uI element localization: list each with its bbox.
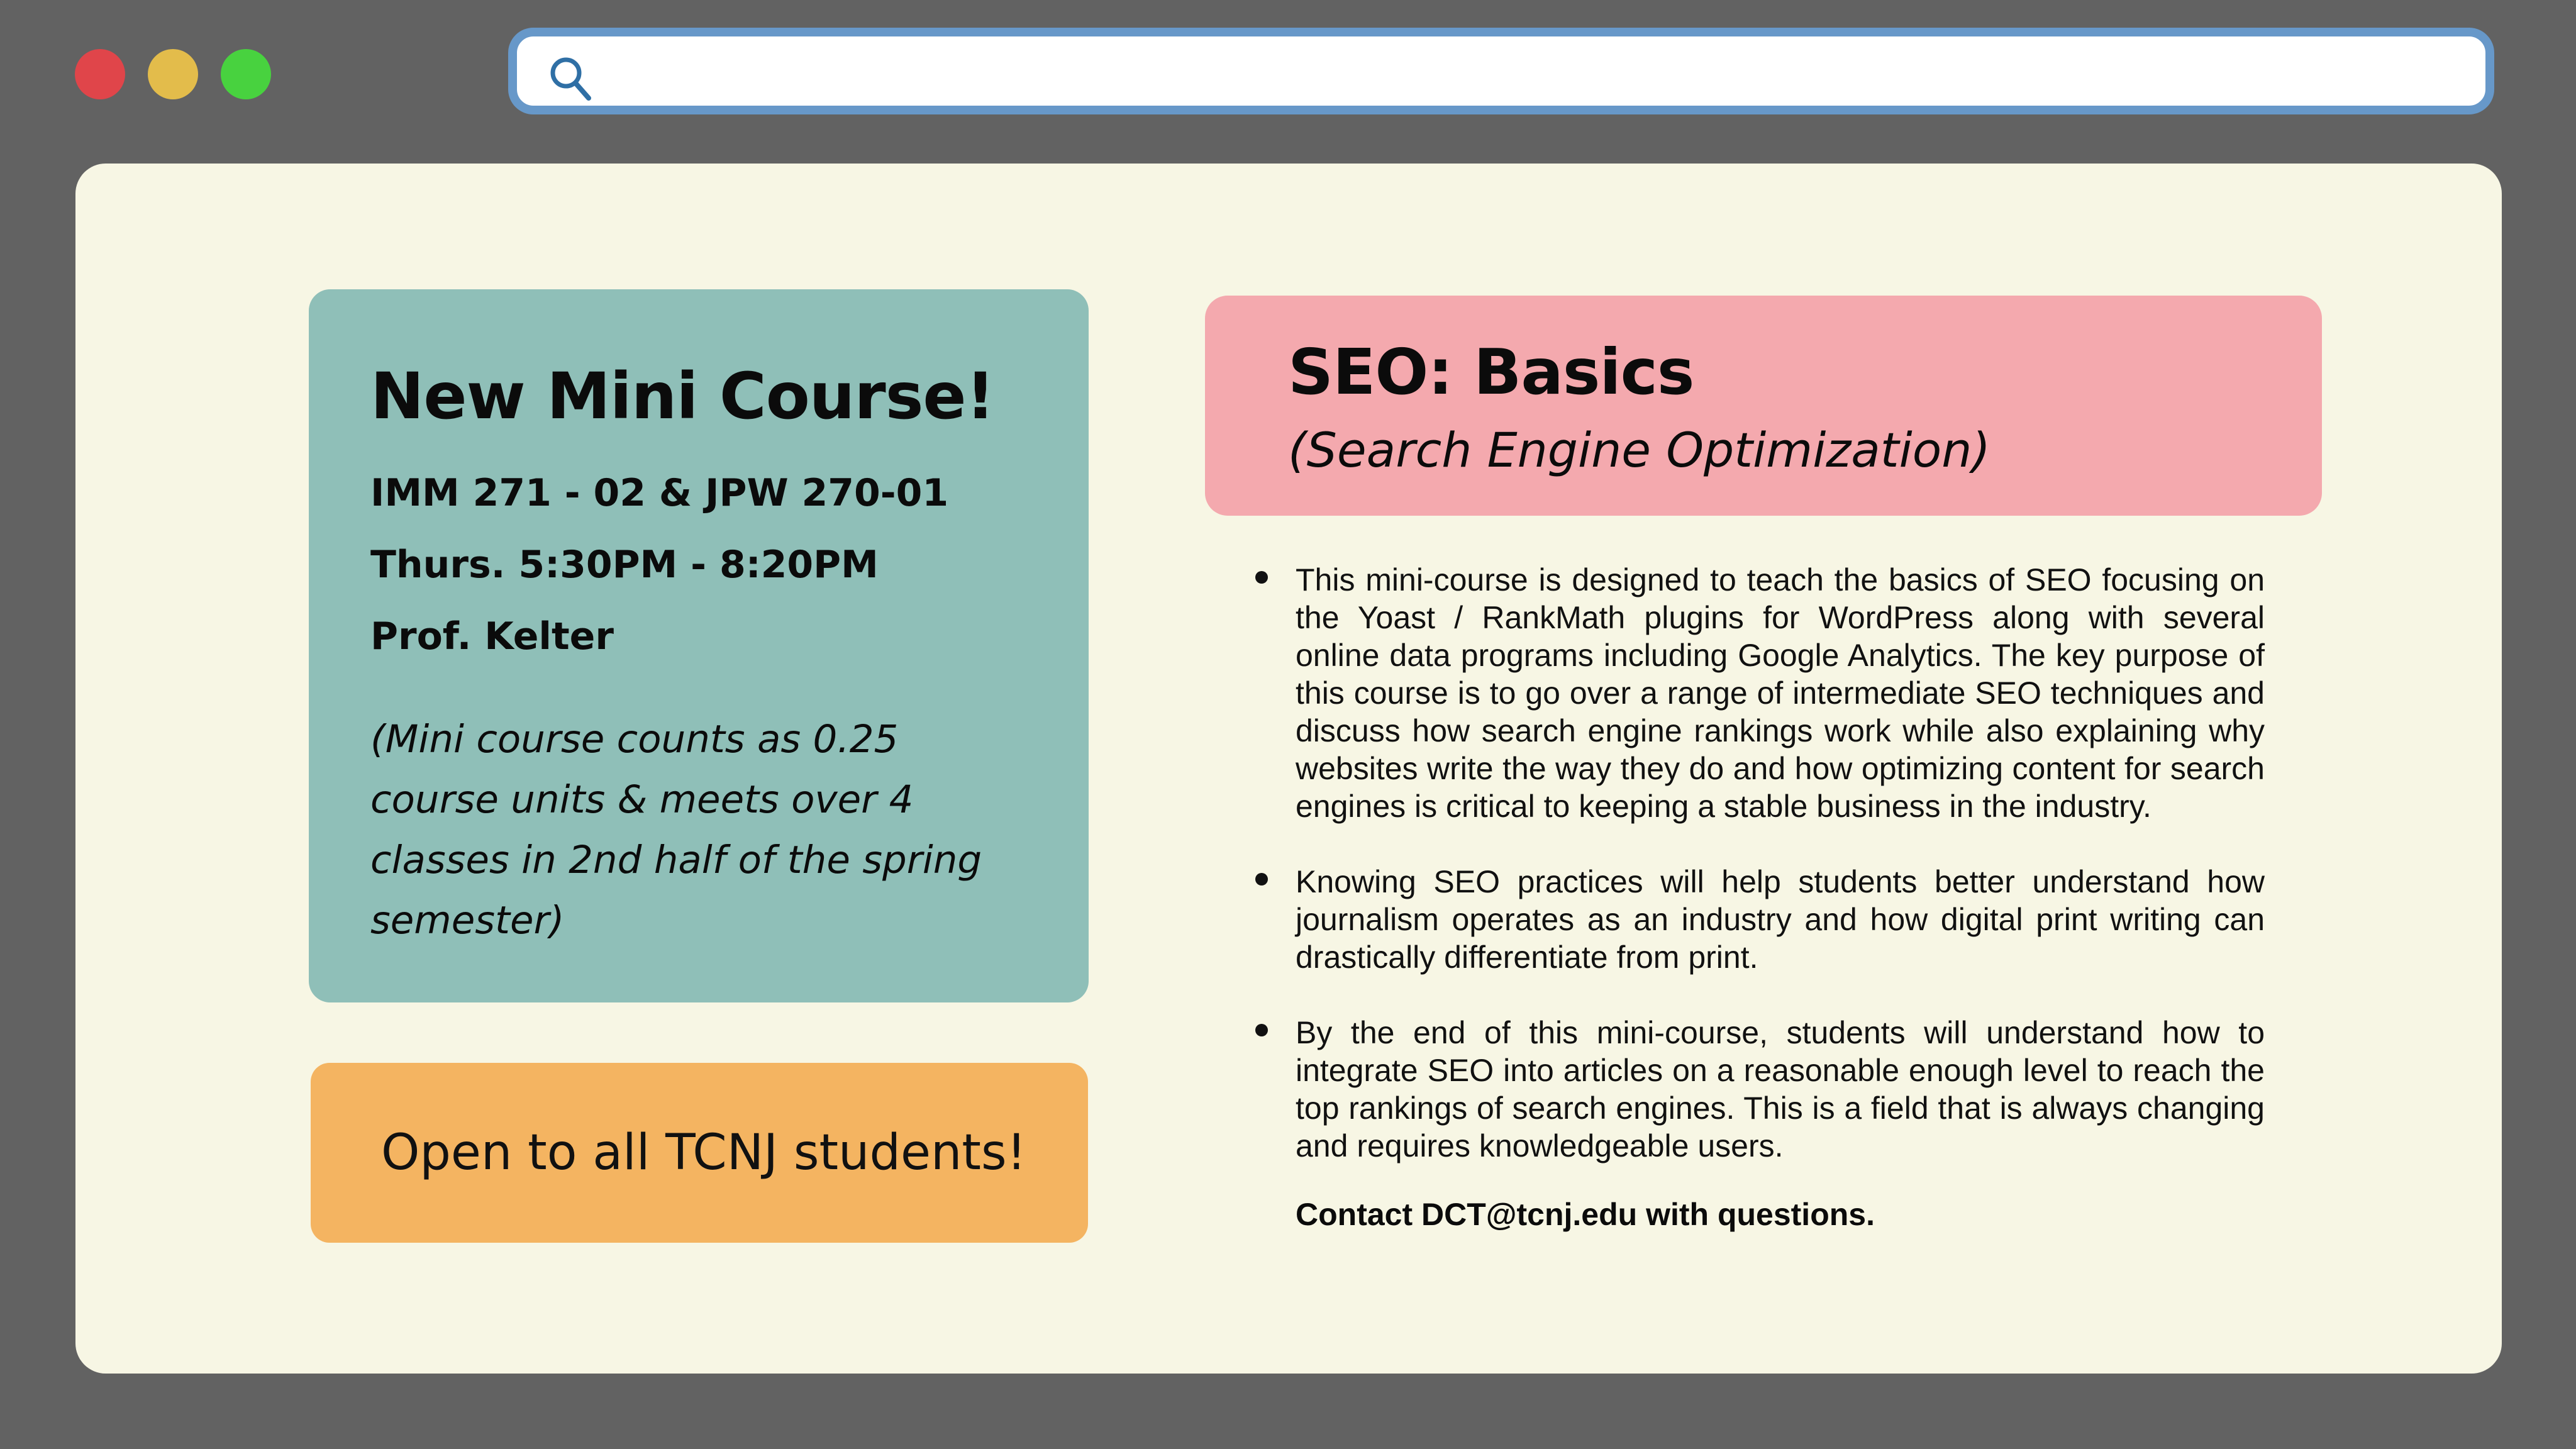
course-note: (Mini course counts as 0.25 course units & meets over 4 classes in 2nd half of the spring semester) xyxy=(370,717,982,943)
search-icon xyxy=(548,55,592,103)
contact-text: Contact DCT@tcnj.edu with questions. xyxy=(1296,1197,1875,1232)
window-minimize-button[interactable] xyxy=(148,49,198,99)
bullet-text: This mini-course is designed to teach the basics of SEO focusing on the Yoast / RankMath plugins for WordPress along with several online data programs including Google Analytics. The key purpose of this course is to go over a range of intermediate SEO techniques and discuss how search engine rankings work while also explaining why websites write the way they do and how optimizing content for search engines is critical to keeping a stable business in the industry. xyxy=(1296,562,2265,824)
course-info-card xyxy=(309,289,1089,1002)
seo-title: SEO: Basics xyxy=(1288,335,1694,409)
search-bar[interactable] xyxy=(508,28,2494,114)
open-to-students-text: Open to all TCNJ students! xyxy=(381,1124,1026,1181)
seo-subtitle: (Search Engine Optimization) xyxy=(1288,422,1991,478)
list-item xyxy=(1249,863,2265,976)
bullet-icon xyxy=(1255,873,1268,886)
course-professor: Prof. Kelter xyxy=(370,614,614,658)
window-close-button[interactable] xyxy=(75,49,125,99)
bullet-icon xyxy=(1255,1024,1268,1036)
bullet-text: By the end of this mini-course, students will understand how to integrate SEO into articles on a reasonable enough level to reach the top rankings of search engines. This is a field that is always changing and requires knowledgeable users. xyxy=(1296,1015,2265,1163)
window-maximize-button[interactable] xyxy=(221,49,271,99)
course-title: New Mini Course! xyxy=(370,359,995,434)
course-codes: IMM 271 - 02 & JPW 270-01 xyxy=(370,471,949,515)
course-description-list xyxy=(1249,561,2265,1202)
list-item xyxy=(1249,561,2265,825)
seo-header-card xyxy=(1205,296,2322,516)
course-schedule: Thurs. 5:30PM - 8:20PM xyxy=(370,543,879,587)
open-to-students-card xyxy=(311,1063,1088,1243)
bullet-icon xyxy=(1255,571,1268,584)
list-item xyxy=(1249,1014,2265,1165)
bullet-text: Knowing SEO practices will help students better understand how journalism operates as an industry and how digital print writing can drastically differentiate from print. xyxy=(1296,864,2265,975)
